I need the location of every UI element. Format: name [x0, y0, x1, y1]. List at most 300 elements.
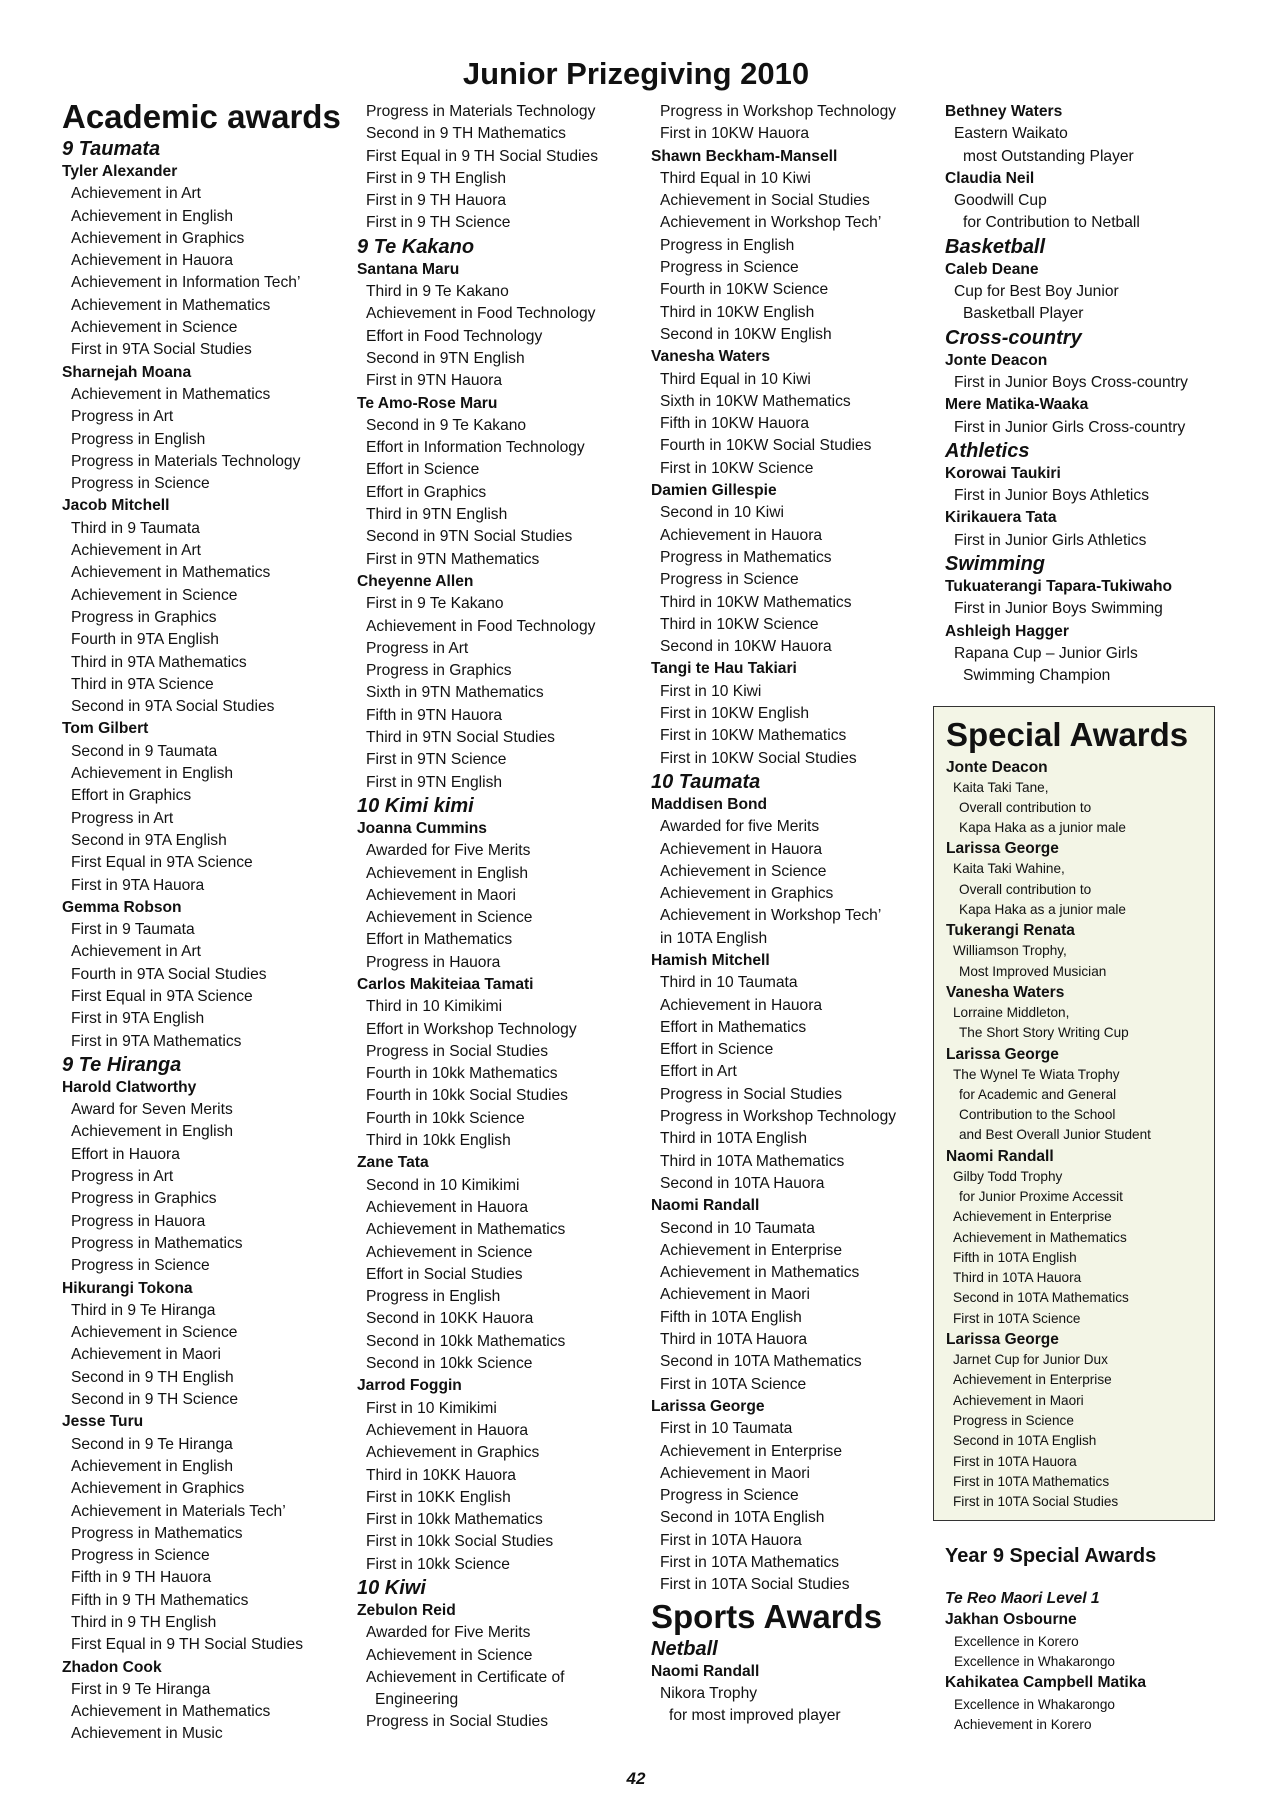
- award-line-continued: The Short Story Writing Cup: [959, 1025, 1129, 1041]
- column-1: [62, 98, 354, 1746]
- student-name: Tyler Alexander: [62, 163, 178, 180]
- award-line: Third in 10KW English: [660, 303, 815, 321]
- award-line: First in 9TA Social Studies: [71, 341, 252, 359]
- student-name: Jarrod Foggin: [357, 1377, 462, 1395]
- award-line: Fourth in 10KW Science: [660, 281, 829, 299]
- award-line: Third in 9 Te Hiranga: [71, 1301, 216, 1319]
- award-line: Achievement in Food Technology: [366, 305, 596, 323]
- award-line: Effort in Art: [660, 1063, 737, 1081]
- award-line: Excellence in Whakarongo: [954, 1654, 1115, 1670]
- award-line: First in 10TA Mathematics: [660, 1554, 840, 1571]
- award-line: Achievement in Maori: [71, 1346, 221, 1364]
- award-line: First in 9TA Mathematics: [71, 1032, 242, 1050]
- student-name: Bethney Waters: [945, 103, 1063, 120]
- student-name: Te Amo-Rose Maru: [357, 394, 498, 412]
- award-line: Achievement in English: [71, 1457, 234, 1475]
- award-line: First in Junior Boys Athletics: [954, 487, 1149, 505]
- award-line: Progress in Mathematics: [660, 548, 832, 566]
- award-line: Effort in Hauora: [71, 1145, 180, 1163]
- award-line: First in Junior Girls Athletics: [954, 531, 1147, 549]
- student-name: Hikurangi Tokona: [62, 1279, 193, 1297]
- award-line: The Wynel Te Wiata Trophy: [953, 1066, 1120, 1082]
- award-line: Third in 10TA Hauora: [953, 1270, 1082, 1286]
- student-name: Hamish Mitchell: [651, 951, 770, 969]
- year9-special-title: Year 9 Special Awards: [945, 1545, 1157, 1568]
- award-line: Achievement in Science: [366, 1243, 533, 1261]
- award-line: Achievement in Science: [71, 319, 238, 337]
- award-line: Effort in Graphics: [71, 787, 192, 805]
- award-line: Second in 10kk Science: [366, 1355, 533, 1373]
- award-line: Second in 10 Kimikimi: [366, 1176, 520, 1194]
- award-line: Achievement in Enterprise: [953, 1209, 1112, 1225]
- award-line: Third in 10KW Science: [660, 615, 819, 633]
- award-line: First in 10TA Science: [660, 1375, 807, 1393]
- award-line: Fourth in 10KW Social Studies: [660, 437, 872, 455]
- award-line: Excellence in Korero: [954, 1633, 1079, 1649]
- student-name: Kahikatea Campbell Matika: [945, 1674, 1147, 1692]
- award-line: Effort in Mathematics: [660, 1018, 807, 1036]
- award-line: First in Junior Girls Cross-country: [954, 418, 1186, 436]
- award-line: Achievement in Art: [71, 185, 202, 203]
- student-name: Tukerangi Renata: [946, 922, 1075, 940]
- award-line: Fourth in 10kk Mathematics: [366, 1065, 558, 1083]
- award-line: First in 10 Kiwi: [660, 682, 762, 700]
- award-line: First in 9 TH Science: [366, 214, 511, 232]
- student-name: Vanesha Waters: [651, 348, 771, 366]
- award-line: Second in 9 TH Mathematics: [366, 125, 566, 143]
- award-line-continued: for most improved player: [669, 1707, 841, 1725]
- award-line: Effort in Food Technology: [366, 327, 543, 345]
- award-line: Achievement in Mathematics: [71, 564, 271, 582]
- award-line-continued: most Outstanding Player: [963, 147, 1134, 165]
- award-line: First in 10TA Science: [953, 1310, 1081, 1326]
- award-line: First Equal in 9TA Science: [71, 854, 253, 872]
- award-line: Progress in Mathematics: [71, 1234, 243, 1252]
- award-line: Second in 10 Taumata: [660, 1219, 815, 1237]
- award-line: First in 9TN Science: [366, 751, 507, 769]
- award-line: First in 10TA Hauora: [660, 1531, 802, 1549]
- award-line: First in 9TN Mathematics: [366, 550, 540, 568]
- award-line: Third in 10KW Mathematics: [660, 593, 852, 611]
- student-name: Cheyenne Allen: [357, 572, 474, 590]
- award-line: Second in 10TA English: [953, 1433, 1097, 1449]
- award-line: Second in 9 TH Science: [71, 1391, 239, 1409]
- award-line: Achievement in Materials Tech’: [71, 1502, 286, 1520]
- award-line: Effort in Information Technology: [366, 439, 585, 457]
- award-line: First in 10 Taumata: [660, 1420, 793, 1438]
- award-line: First in 9TA English: [71, 1010, 205, 1028]
- award-line: First in 9TA Hauora: [71, 876, 205, 894]
- award-line-continued: Overall contribution to: [959, 881, 1092, 897]
- student-name: Zebulon Reid: [357, 1602, 456, 1619]
- award-line: Progress in Hauora: [71, 1212, 206, 1230]
- award-line: First Equal in 9 TH Social Studies: [71, 1636, 303, 1654]
- award-line: Achievement in Science: [71, 1324, 238, 1342]
- award-line: Fifth in 10KW Hauora: [660, 415, 810, 433]
- student-name: Naomi Randall: [651, 1662, 760, 1680]
- section-title: Sports Awards: [651, 1597, 883, 1635]
- student-name: Vanesha Waters: [946, 983, 1065, 1001]
- award-line: Effort in Science: [660, 1041, 774, 1059]
- award-line: Third in 10 Kimikimi: [366, 998, 503, 1016]
- award-line: Achievement in Graphics: [71, 1480, 245, 1498]
- student-name: Tukuaterangi Tapara-Tukiwaho: [945, 578, 1173, 596]
- award-line: Fifth in 10TA English: [953, 1249, 1077, 1265]
- award-line: First in 10kk Mathematics: [366, 1511, 543, 1529]
- award-line: Achievement in Maori: [366, 886, 516, 904]
- award-line: Excellence in Whakarongo: [954, 1696, 1115, 1712]
- award-line: First in 9 TH Hauora: [366, 192, 507, 210]
- award-line: Third in 10 Taumata: [660, 974, 798, 992]
- award-line: Progress in Graphics: [71, 1190, 217, 1208]
- award-line: Achievement in Science: [366, 909, 533, 927]
- award-line: Second in 10TA English: [660, 1509, 825, 1527]
- student-name: Jakhan Osbourne: [945, 1611, 1077, 1629]
- award-line: Fifth in 9 TH Hauora: [71, 1569, 212, 1587]
- special-awards-list: [946, 757, 1204, 1513]
- award-line: Achievement in Hauora: [660, 840, 823, 858]
- award-line: Effort in Workshop Technology: [366, 1020, 577, 1038]
- student-name: Claudia Neil: [945, 169, 1035, 187]
- award-line: Fifth in 10TA English: [660, 1308, 802, 1326]
- award-line: Progress in Art: [366, 639, 469, 657]
- student-name: Santana Maru: [357, 260, 460, 278]
- award-line: Achievement in Information Tech’: [71, 274, 301, 292]
- award-line: Third in 10TA Mathematics: [660, 1152, 845, 1170]
- award-line: Second in 10KW Hauora: [660, 638, 832, 656]
- award-line: Third in 10KK Hauora: [366, 1466, 516, 1484]
- award-line: Progress in Art: [71, 809, 174, 827]
- class-heading: Athletics: [945, 439, 1030, 462]
- award-line: Progress in Materials Technology: [366, 103, 596, 120]
- student-name: Ashleigh Hagger: [945, 622, 1069, 640]
- award-line: First in 10kk Social Studies: [366, 1533, 554, 1551]
- award-line: Achievement in English: [366, 864, 529, 882]
- award-line: Second in 10KW English: [660, 325, 832, 343]
- award-line-continued: Engineering: [375, 1691, 459, 1709]
- column-3: [651, 101, 941, 1727]
- award-line: Second in 9TA Social Studies: [71, 698, 275, 716]
- award-line: Achievement in Mathematics: [71, 296, 271, 314]
- award-line: Award for Seven Merits: [71, 1101, 233, 1119]
- award-line: Progress in Graphics: [71, 608, 217, 626]
- award-line: Williamson Trophy,: [953, 943, 1067, 959]
- student-name: Shawn Beckham-Mansell: [651, 147, 838, 165]
- award-line: Achievement in Music: [71, 1725, 223, 1743]
- award-line: Jarnet Cup for Junior Dux: [953, 1352, 1108, 1368]
- award-line: First in 10KW Science: [660, 459, 814, 477]
- award-line: Progress in Science: [71, 1547, 210, 1565]
- award-line: First in 9 Te Hiranga: [71, 1680, 211, 1698]
- student-name: Naomi Randall: [651, 1197, 760, 1215]
- award-line: Progress in Science: [953, 1412, 1074, 1428]
- class-heading: Netball: [651, 1637, 718, 1660]
- award-line: Progress in English: [660, 236, 795, 254]
- award-line-continued: for Contribution to Netball: [963, 214, 1140, 232]
- student-name: Tom Gilbert: [62, 720, 149, 738]
- award-line: First in 10TA Mathematics: [953, 1473, 1110, 1489]
- award-line: Achievement in English: [71, 765, 234, 783]
- award-line: Fifth in 9TN Hauora: [366, 706, 503, 724]
- student-name: Jonte Deacon: [945, 351, 1048, 369]
- award-line: Second in 10kk Mathematics: [366, 1332, 566, 1350]
- award-line: First in 10TA Social Studies: [953, 1494, 1119, 1510]
- award-line: Lorraine Middleton,: [953, 1004, 1070, 1020]
- year9-special-list: [945, 1609, 1225, 1735]
- award-line: Effort in Science: [366, 461, 480, 479]
- student-name: Harold Clatworthy: [62, 1078, 197, 1096]
- student-name: Joanna Cummins: [357, 819, 487, 837]
- award-line: Achievement in Food Technology: [366, 617, 596, 635]
- award-line: Third in 9 Taumata: [71, 519, 200, 537]
- award-line: Achievement in Hauora: [660, 996, 823, 1014]
- student-name: Carlos Makiteiaa Tamati: [357, 975, 534, 993]
- award-line: Achievement in Enterprise: [660, 1442, 843, 1460]
- award-line: First in 10KW Mathematics: [660, 727, 847, 745]
- award-line: Third Equal in 10 Kiwi: [660, 169, 811, 187]
- award-line: Awarded for five Merits: [660, 818, 820, 836]
- award-line: First in 10TA Social Studies: [660, 1576, 850, 1594]
- award-line: Kaita Taki Wahine,: [953, 861, 1065, 877]
- class-heading: Swimming: [945, 553, 1046, 576]
- award-line: Achievement in English: [71, 1123, 234, 1141]
- student-name: Kirikauera Tata: [945, 509, 1057, 527]
- award-line: First in 9 Taumata: [71, 921, 195, 939]
- student-name: Zane Tata: [357, 1154, 429, 1172]
- award-line: First in 9TN English: [366, 773, 503, 791]
- student-name: Larissa George: [946, 1331, 1059, 1349]
- award-line: First in 10KW English: [660, 705, 810, 723]
- award-line: Third in 10TA Hauora: [660, 1331, 808, 1349]
- award-line: Achievement in Workshop Tech’: [660, 907, 882, 925]
- award-line: Third in 9TA Mathematics: [71, 653, 247, 671]
- award-line: Third in 9 TH English: [71, 1614, 217, 1631]
- sports-awards-continued: [945, 101, 1225, 688]
- award-line: Achievement in Mathematics: [660, 1264, 860, 1282]
- award-line: Effort in Mathematics: [366, 931, 513, 949]
- award-line: Sixth in 9TN Mathematics: [366, 684, 544, 702]
- award-line-continued: Kapa Haka as a junior male: [959, 902, 1126, 918]
- student-name: Korowai Taukiri: [945, 464, 1061, 482]
- award-line: Fourth in 9TA Social Studies: [71, 965, 267, 983]
- student-name: Damien Gillespie: [651, 482, 777, 500]
- award-line: Progress in Art: [71, 1168, 174, 1186]
- award-line: Goodwill Cup: [954, 192, 1047, 210]
- class-heading: Basketball: [945, 235, 1046, 258]
- award-line: Achievement in Maori: [660, 1286, 810, 1304]
- award-line: Third in 9TA Science: [71, 675, 214, 693]
- award-line: Third in 9 Te Kakano: [366, 283, 509, 301]
- student-name: Gemma Robson: [62, 898, 182, 916]
- award-line: Eastern Waikato: [954, 125, 1068, 143]
- award-line: Second in 10 Kiwi: [660, 504, 784, 522]
- award-line: Achievement in Maori: [660, 1464, 810, 1482]
- award-line: Third Equal in 10 Kiwi: [660, 370, 811, 388]
- award-line: Second in 9 Te Kakano: [366, 416, 527, 434]
- award-line: Second in 10TA Mathematics: [953, 1290, 1129, 1306]
- award-line: Achievement in Hauora: [366, 1198, 529, 1216]
- award-line: First in 9 TH English: [366, 169, 507, 187]
- student-name: Jesse Turu: [62, 1413, 144, 1431]
- award-line: Progress in Hauora: [366, 953, 501, 971]
- award-line-continued: and Best Overall Junior Student: [959, 1127, 1151, 1143]
- column-2: [357, 101, 647, 1734]
- award-line: Progress in Materials Technology: [71, 452, 301, 470]
- award-line: Second in 9 Taumata: [71, 742, 218, 760]
- award-line: Second in 9TN English: [366, 349, 525, 367]
- award-line: Second in 10TA Mathematics: [660, 1353, 862, 1371]
- award-line: Second in 9TN Social Studies: [366, 528, 573, 546]
- award-line: Achievement in Mathematics: [366, 1221, 566, 1239]
- award-line: Achievement in Science: [660, 862, 827, 880]
- award-line: in 10TA English: [660, 929, 768, 947]
- award-line-continued: Most Improved Musician: [959, 963, 1107, 979]
- award-line: Progress in Science: [71, 1257, 210, 1275]
- award-line: Awarded for Five Merits: [366, 842, 531, 860]
- section-title: Academic awards: [62, 98, 341, 135]
- award-line: Achievement in Science: [71, 586, 238, 604]
- class-heading: 10 Taumata: [651, 770, 761, 793]
- award-line: First Equal in 9 TH Social Studies: [366, 147, 598, 165]
- award-line: Cup for Best Boy Junior: [954, 283, 1119, 301]
- award-line: First in 9 Te Kakano: [366, 595, 504, 613]
- award-line: Progress in Social Studies: [366, 1713, 549, 1731]
- class-heading: 10 Kiwi: [357, 1577, 426, 1599]
- page-title: Junior Prizegiving 2010: [462, 56, 810, 91]
- page-number: 42: [626, 1769, 646, 1788]
- award-line: Progress in Graphics: [366, 662, 512, 680]
- award-line: Progress in Social Studies: [660, 1085, 843, 1103]
- award-line: Fourth in 10kk Science: [366, 1109, 525, 1127]
- award-line: Awarded for Five Merits: [366, 1624, 531, 1642]
- award-line: Achievement in Hauora: [71, 252, 234, 270]
- award-line: Achievement in English: [71, 207, 234, 225]
- year9-special-subtitle: Te Reo Maori Level 1: [945, 1590, 1100, 1608]
- award-line: First in 10KW Social Studies: [660, 749, 857, 767]
- award-line: Achievement in Hauora: [366, 1421, 529, 1439]
- award-line: Kaita Taki Tane,: [953, 779, 1049, 795]
- award-line: First in 10kk Science: [366, 1555, 510, 1573]
- award-line: Progress in Social Studies: [366, 1042, 549, 1060]
- award-line-continued: Basketball Player: [963, 305, 1084, 323]
- award-line: Sixth in 10KW Mathematics: [660, 392, 851, 410]
- award-line: First in Junior Boys Swimming: [954, 600, 1163, 618]
- student-name: Caleb Deane: [945, 260, 1039, 278]
- student-name: Naomi Randall: [946, 1147, 1054, 1165]
- student-name: Sharnejah Moana: [62, 363, 192, 381]
- award-line: Progress in Workshop Technology: [660, 103, 897, 120]
- award-line: Achievement in Art: [71, 542, 202, 560]
- award-line: Progress in English: [366, 1288, 501, 1306]
- award-line: Achievement in Certificate of: [366, 1668, 565, 1686]
- award-line: Progress in Science: [660, 571, 799, 589]
- award-line: First in 9TN Hauora: [366, 372, 503, 390]
- award-line: Progress in Science: [660, 1487, 799, 1505]
- award-line: Progress in Science: [71, 475, 210, 493]
- award-line: Achievement in Hauora: [660, 526, 823, 544]
- award-line: First in 10KW Hauora: [660, 125, 810, 143]
- award-line: Nikora Trophy: [660, 1684, 758, 1702]
- award-line: Second in 9 TH English: [71, 1368, 234, 1386]
- award-line: Second in 10KK Hauora: [366, 1310, 534, 1328]
- award-line: Achievement in Art: [71, 943, 202, 961]
- award-line: Achievement in Graphics: [71, 229, 245, 247]
- award-line: Achievement in Korero: [954, 1716, 1092, 1732]
- award-line: First in 10 Kimikimi: [366, 1399, 497, 1417]
- class-heading: 9 Taumata: [62, 138, 161, 160]
- award-line: First in 10KK English: [366, 1488, 511, 1506]
- award-line-continued: Contribution to the School: [959, 1107, 1116, 1123]
- award-line: Progress in Workshop Technology: [660, 1108, 897, 1126]
- student-name: Zhadon Cook: [62, 1658, 162, 1676]
- award-line: Third in 10kk English: [366, 1132, 511, 1150]
- award-line: Progress in Art: [71, 408, 174, 426]
- award-line: Achievement in Graphics: [366, 1444, 540, 1462]
- award-line: Second in 10TA Hauora: [660, 1174, 825, 1192]
- award-line: Achievement in Science: [366, 1646, 533, 1664]
- student-name: Larissa George: [651, 1397, 765, 1415]
- award-line: Achievement in Enterprise: [953, 1372, 1112, 1388]
- award-line: First Equal in 9TA Science: [71, 987, 253, 1005]
- award-line-continued: Overall contribution to: [959, 799, 1092, 815]
- award-line: First in 10TA Hauora: [953, 1453, 1077, 1469]
- column-4: [945, 101, 1225, 1735]
- student-name: Larissa George: [946, 840, 1059, 858]
- award-line: Progress in Mathematics: [71, 1524, 243, 1542]
- award-line-continued: for Academic and General: [959, 1086, 1117, 1102]
- award-line: Progress in English: [71, 430, 206, 448]
- award-line-continued: Kapa Haka as a junior male: [959, 820, 1126, 836]
- award-line: Achievement in Social Studies: [660, 192, 870, 210]
- award-line: Achievement in Maori: [953, 1392, 1084, 1408]
- student-name: Jonte Deacon: [946, 758, 1048, 776]
- award-line: Third in 10TA English: [660, 1130, 808, 1148]
- student-name: Mere Matika-Waaka: [945, 396, 1089, 414]
- award-line: Fourth in 10kk Social Studies: [366, 1087, 568, 1105]
- class-heading: 10 Kimi kimi: [357, 794, 474, 817]
- award-line: Fifth in 9 TH Mathematics: [71, 1591, 249, 1609]
- class-heading: Cross-country: [945, 326, 1082, 349]
- award-line: Effort in Social Studies: [366, 1265, 523, 1283]
- award-line: Effort in Graphics: [366, 483, 487, 501]
- award-line: Third in 9TN Social Studies: [366, 729, 555, 747]
- special-awards-box: [933, 706, 1215, 1522]
- award-line: Achievement in Mathematics: [953, 1229, 1127, 1245]
- special-awards-title: Special Awards: [946, 715, 1189, 753]
- student-name: Jacob Mitchell: [62, 497, 170, 515]
- student-name: Maddisen Bond: [651, 795, 768, 813]
- award-line: Third in 9TN English: [366, 506, 508, 524]
- award-line: Achievement in Mathematics: [71, 385, 271, 403]
- class-heading: 9 Te Kakano: [357, 235, 475, 258]
- award-line-continued: for Junior Proxime Accessit: [959, 1188, 1123, 1204]
- student-name: Tangi te Hau Takiari: [651, 660, 797, 678]
- award-line: Achievement in Graphics: [660, 885, 834, 903]
- award-line: Second in 9 Te Hiranga: [71, 1435, 233, 1453]
- award-line: Rapana Cup – Junior Girls: [954, 644, 1138, 662]
- award-line: Gilby Todd Trophy: [953, 1168, 1063, 1184]
- award-line: Progress in Science: [660, 259, 799, 277]
- award-line-continued: Swimming Champion: [963, 667, 1111, 685]
- award-line: Achievement in Workshop Tech’: [660, 214, 882, 232]
- award-line: First in Junior Boys Cross-country: [954, 373, 1188, 391]
- class-heading: 9 Te Hiranga: [62, 1053, 182, 1076]
- student-name: Larissa George: [946, 1045, 1059, 1063]
- award-line: Fourth in 9TA English: [71, 631, 219, 649]
- award-line: Achievement in Mathematics: [71, 1703, 271, 1721]
- award-line: Second in 9TA English: [71, 831, 227, 849]
- award-line: Achievement in Enterprise: [660, 1241, 843, 1259]
